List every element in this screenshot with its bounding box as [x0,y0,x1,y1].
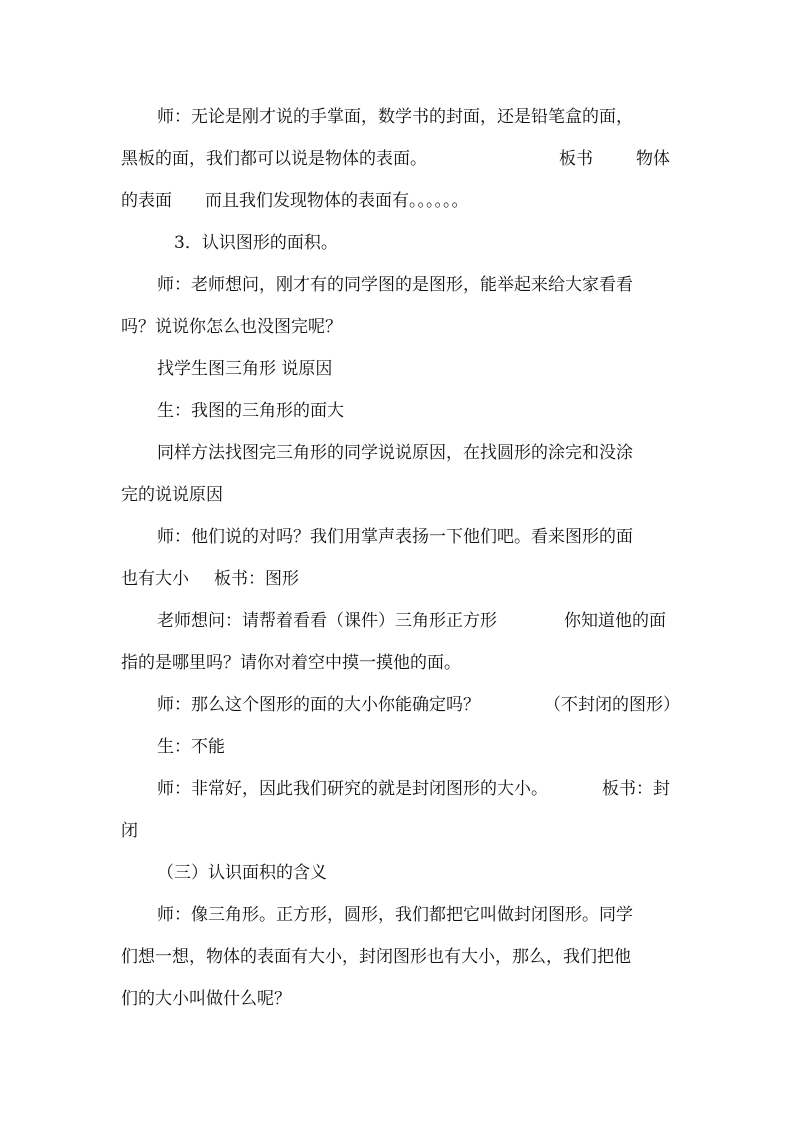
paragraph-line: 闭 [121,821,138,841]
paragraph-line: 找学生图三角形 说原因 [157,359,333,379]
annotation-note: （不封闭的图形） [544,695,680,715]
paragraph-line: 同样方法找图完三角形的同学说说原因，在找圆形的涂完和没涂 [157,443,633,463]
paragraph-line: 师：老师想问，刚才有的同学图的是图形，能举起来给大家看看 [157,275,633,295]
paragraph-line: 生：不能 [157,737,225,757]
paragraph-line: 师：非常好，因此我们研究的就是封闭图形的大小。 [157,779,548,799]
board-writing: 板书：封 [602,779,670,799]
paragraph-line: 的表面 [121,191,172,211]
section-heading: （三）认识面积的含义 [157,863,327,883]
paragraph-line: 师：像三角形。正方形，圆形，我们都把它叫做封闭图形。同学 [157,905,633,925]
paragraph-line: 们想一想，物体的表面有大小，封闭图形也有大小，那么，我们把他 [121,947,631,967]
paragraph-line: 而且我们发现物体的表面有。。。。。。 [205,191,469,211]
paragraph-line: 也有大小 [121,569,189,589]
paragraph-line: 师：那么这个图形的面的大小你能确定吗？ [157,695,480,715]
board-writing-text: 物体 [636,149,670,169]
paragraph-line: 黑板的面，我们都可以说是物体的表面。 [121,149,427,169]
paragraph-line: 师：无论是刚才说的手掌面，数学书的封面，还是铅笔盒的面， [157,107,633,127]
board-writing-label: 板书 [559,149,593,169]
paragraph-line: 生：我图的三角形的面大 [157,401,344,421]
paragraph-line: 指的是哪里吗？请你对着空中摸一摸他的面。 [121,653,461,673]
paragraph-line: 完的说说原因 [121,485,223,505]
section-heading: 3．认识图形的面积。 [174,233,338,253]
paragraph-line: 你知道他的面 [564,611,666,631]
paragraph-line: 老师想问：请帮着看看（课件）三角形正方形 [157,611,497,631]
paragraph-line: 们的大小叫做什么呢？ [121,989,291,1009]
board-writing: 板书：图形 [214,569,299,589]
paragraph-line: 吗？说说你怎么也没图完呢？ [121,317,342,337]
paragraph-line: 师：他们说的对吗？我们用掌声表扬一下他们吧。看来图形的面 [157,527,633,547]
